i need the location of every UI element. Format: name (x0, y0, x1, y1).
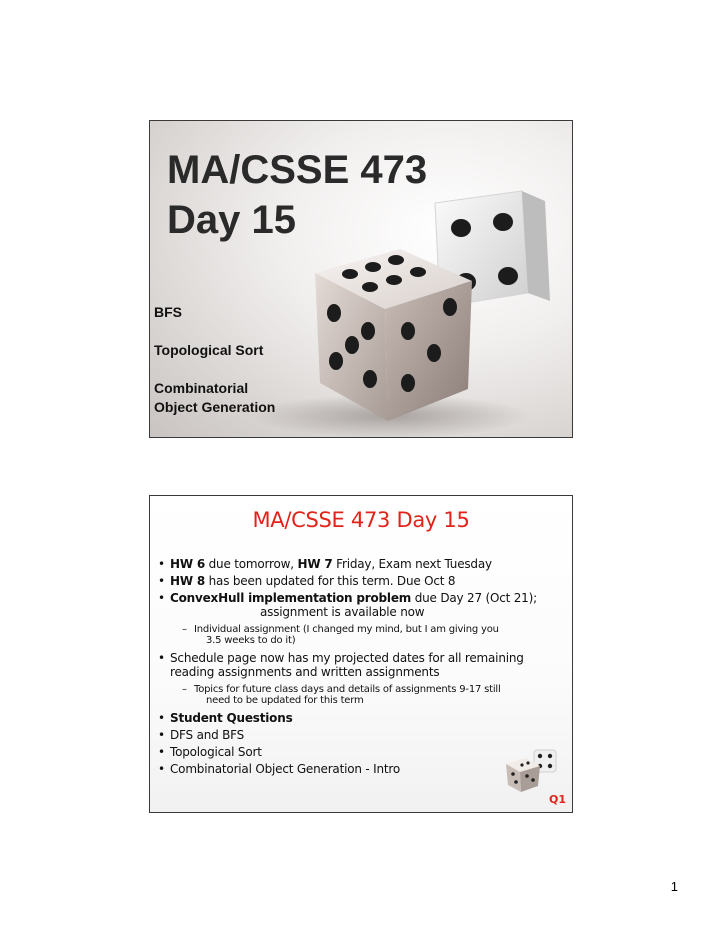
hw6-text: due tomorrow, (205, 557, 298, 571)
dfs-bfs-text: DFS and BFS (170, 728, 245, 742)
hw7-text: Friday, Exam next Tuesday (332, 557, 492, 571)
bullet-convexhull-line2 (260, 605, 424, 619)
bullet-hw6-hw7 (170, 557, 492, 571)
schedule-line2: reading assignments and written assignments (170, 665, 440, 679)
convex-label: ConvexHull implementation problem (170, 591, 412, 605)
slide-title (167, 145, 427, 245)
student-questions-label: Student Questions (170, 711, 293, 725)
topo-text: Topological Sort (170, 745, 262, 759)
topic-object-generation: Object Generation (154, 399, 276, 415)
sub-individual-cont-text: 3.5 weeks to do it) (206, 635, 296, 646)
bullet-student-questions (170, 711, 293, 725)
agenda-title: MA/CSSE 473 Day 15 (252, 508, 470, 532)
page-number: 1 (670, 879, 678, 894)
comb-text: Combinatorial Object Generation - Intro (170, 762, 400, 776)
convex-line2: assignment is available now (260, 605, 425, 619)
bullet-schedule-line2 (170, 665, 439, 679)
sub-topics-future (194, 684, 501, 695)
hw7-label: HW 7 (297, 557, 333, 571)
topic-combinatorial: Combinatorial (154, 380, 249, 396)
hw8-label: HW 8 (170, 574, 206, 588)
question-marker: Q1 (548, 793, 566, 806)
topic-bfs: BFS (154, 304, 182, 320)
sub-topics-text: Topics for future class days and details of assignments 9-17 still (194, 684, 501, 695)
hw8-text: has been updated for this term. Due Oct 8 (205, 574, 456, 588)
mini-dice-icon (500, 746, 562, 796)
sub-individual-cont (206, 635, 295, 646)
bullet-schedule (170, 651, 524, 665)
convex-text: due Day 27 (Oct 21); (411, 591, 537, 605)
sub-individual-text: Individual assignment (I changed my mind, but I am giving you (194, 624, 499, 635)
schedule-line1: Schedule page now has my projected dates for all remaining (170, 651, 524, 665)
title-slide (149, 120, 573, 438)
sub-individual-assignment (194, 624, 499, 635)
bullet-dfs-bfs (170, 728, 244, 742)
agenda-slide (149, 495, 573, 813)
hw6-label: HW 6 (170, 557, 206, 571)
sub-topics-cont-text: need to be updated for this term (206, 695, 364, 706)
sub-topics-cont (206, 695, 364, 706)
title-line-1: MA/CSSE 473 (167, 148, 428, 192)
title-line-2: Day 15 (167, 198, 296, 242)
bullet-convexhull (170, 591, 537, 605)
topic-topological-sort: Topological Sort (154, 342, 264, 358)
bullet-topological-sort (170, 745, 262, 759)
bullet-combinatorial (170, 762, 400, 776)
bullet-hw8 (170, 574, 455, 588)
